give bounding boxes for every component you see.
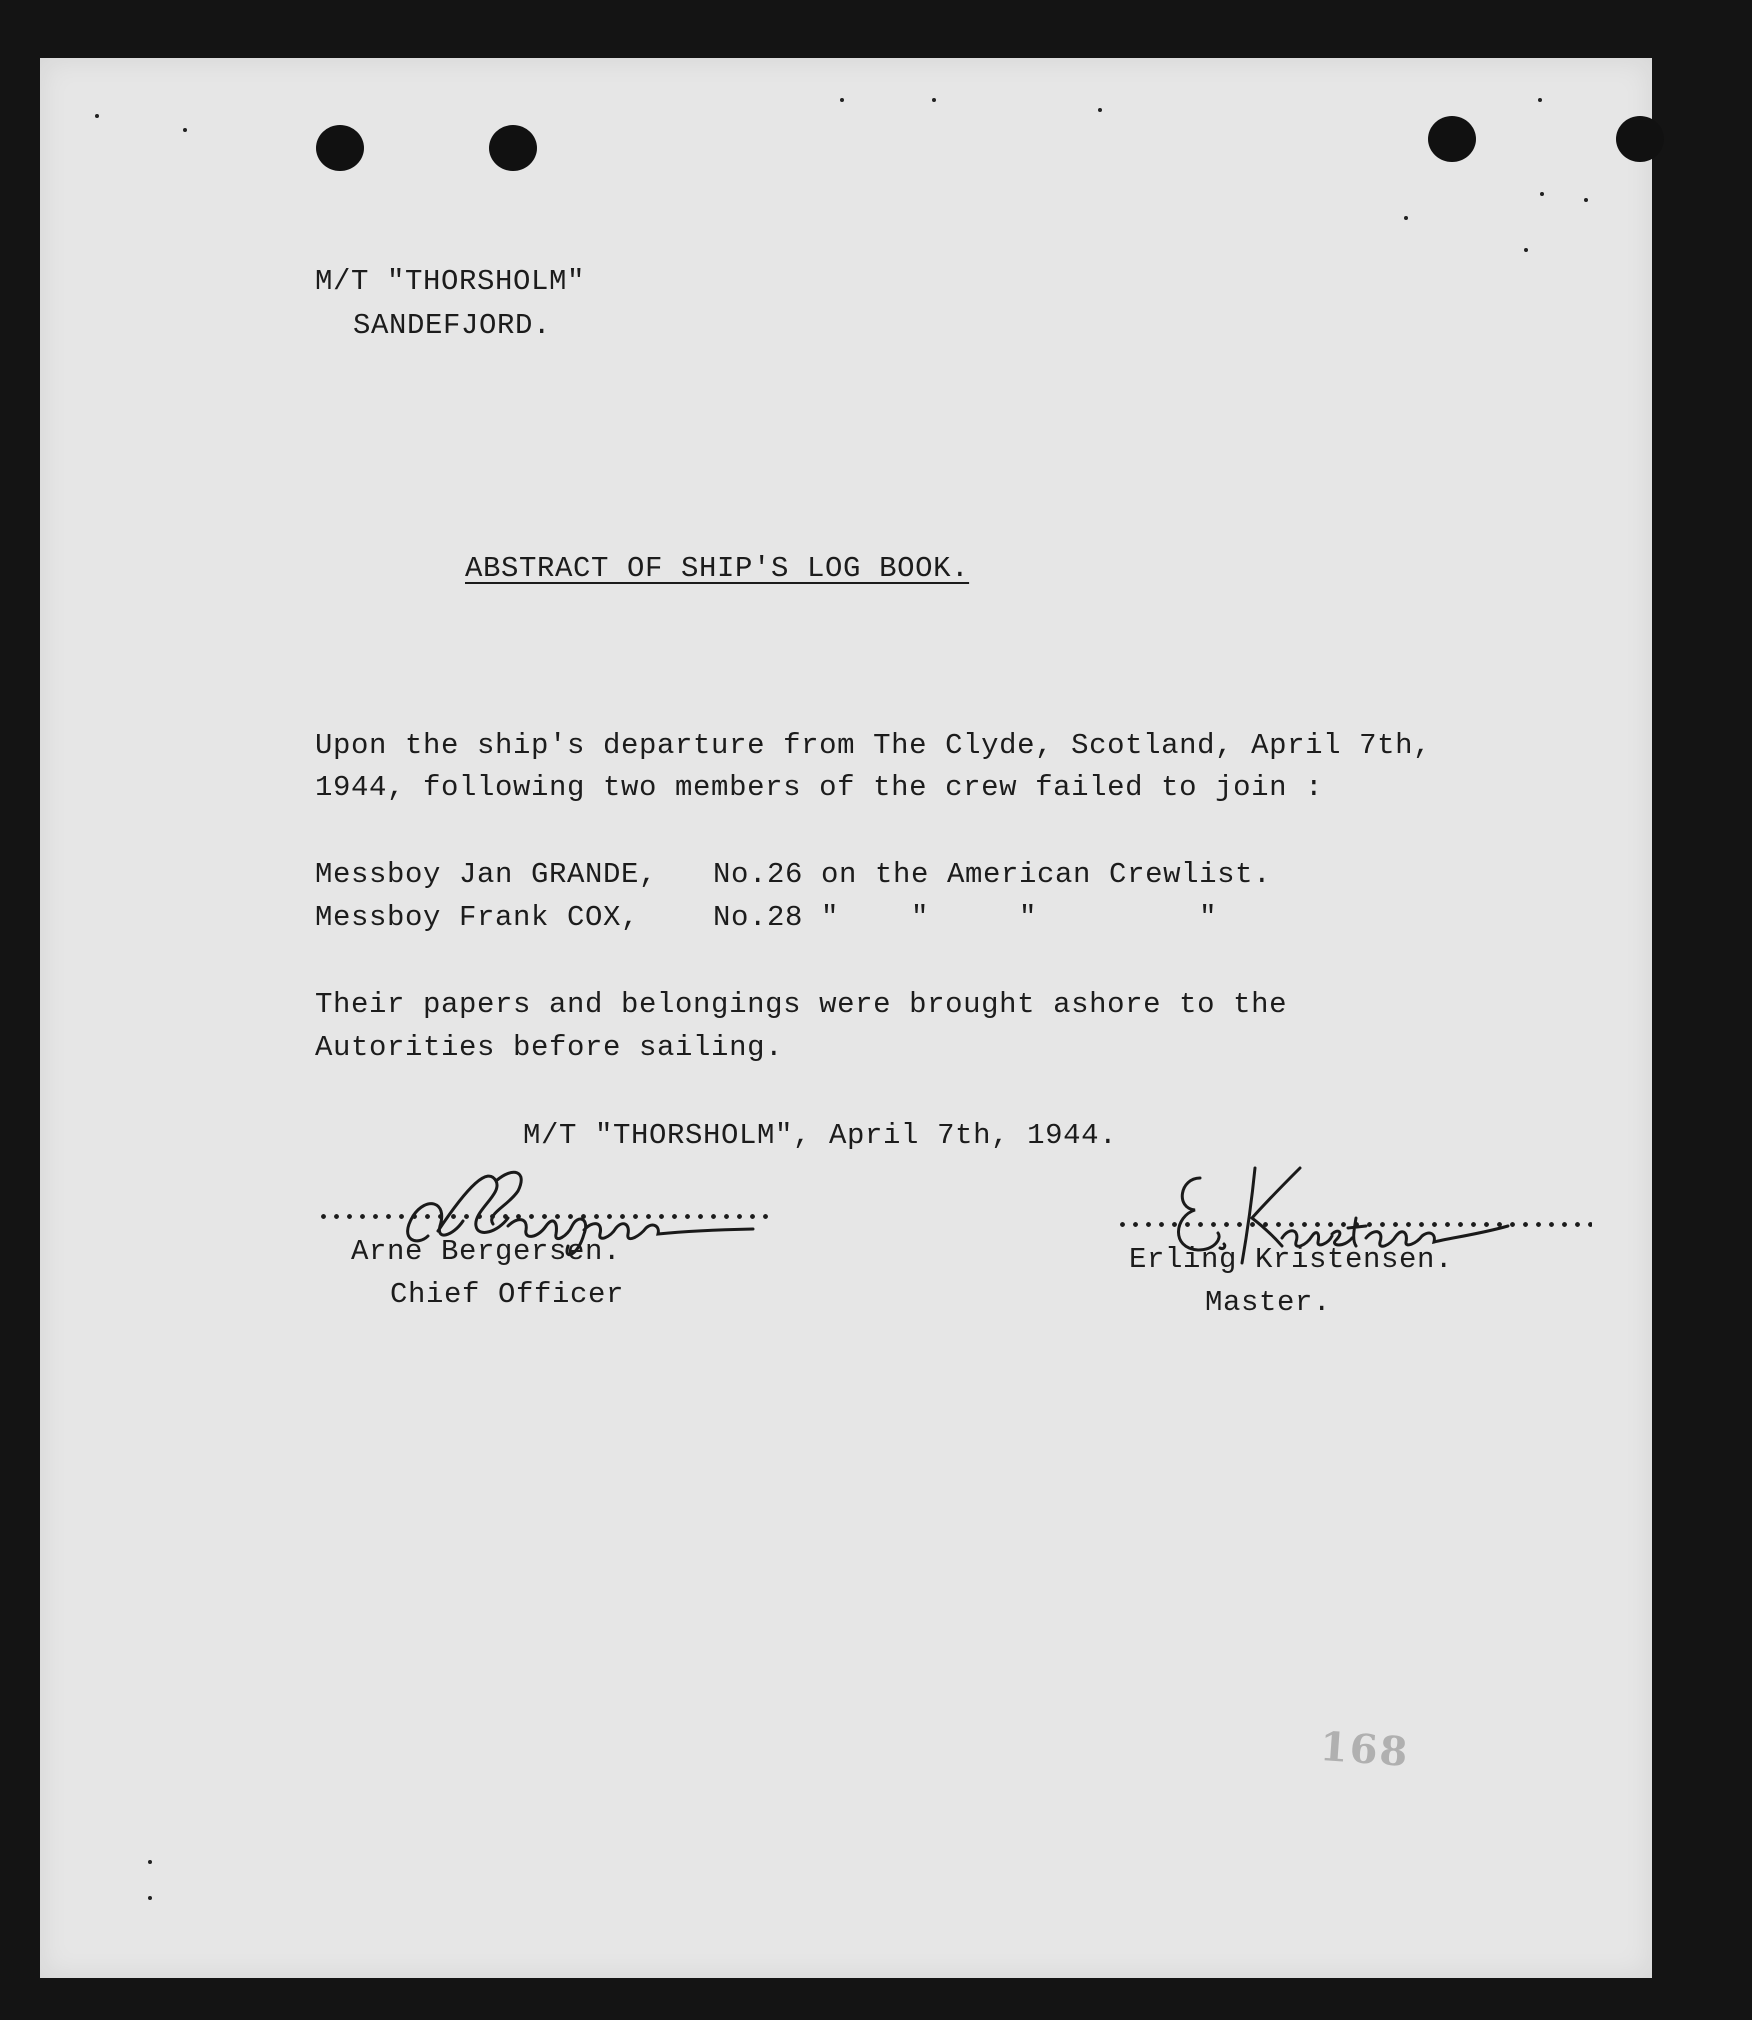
punch-hole — [316, 125, 364, 171]
paper-speck — [1538, 98, 1542, 102]
signatory-name-right: Erling Kristensen. — [1129, 1243, 1454, 1276]
paper-speck — [1098, 108, 1102, 112]
paper-speck — [148, 1896, 152, 1900]
paper-speck — [1540, 192, 1544, 196]
paper-speck — [840, 98, 844, 102]
home-port: SANDEFJORD. — [353, 309, 552, 342]
punch-hole — [1428, 116, 1476, 162]
paper-speck — [1584, 198, 1588, 202]
paper-speck — [183, 128, 187, 132]
document-page — [40, 58, 1652, 1978]
paper-speck — [1404, 216, 1408, 220]
paragraph-line: Autorities before sailing. — [315, 1031, 784, 1064]
crew-member-detail: No.26 on the American Crewlist. — [713, 858, 1272, 891]
paper-speck — [1524, 248, 1528, 252]
signatory-name-left: Arne Bergersen. — [351, 1235, 622, 1268]
signature-line-right — [1116, 1222, 1592, 1227]
crew-member-detail: No.28 " " " " — [713, 901, 1218, 934]
punch-hole — [489, 125, 537, 171]
paragraph-line: 1944, following two members of the crew failed to join : — [315, 771, 1324, 804]
punch-hole — [1616, 116, 1664, 162]
dateline: M/T "THORSHOLM", April 7th, 1944. — [523, 1119, 1118, 1152]
signatory-role-left: Chief Officer — [390, 1278, 625, 1311]
paper-speck — [932, 98, 936, 102]
paragraph-line: Their papers and belongings were brought ashore to the — [315, 988, 1288, 1021]
crew-member-name: Messboy Frank COX, — [315, 901, 640, 934]
paragraph-line: Upon the ship's departure from The Clyde, Scotland, April 7th, — [315, 729, 1432, 762]
signature-line-left — [317, 1214, 772, 1219]
vessel-name: M/T "THORSHOLM" — [315, 265, 586, 298]
crew-member-name: Messboy Jan GRANDE, — [315, 858, 658, 891]
signatory-role-right: Master. — [1205, 1286, 1332, 1319]
page-number: 168 — [1318, 1722, 1412, 1777]
document-title: ABSTRACT OF SHIP'S LOG BOOK. — [465, 552, 970, 585]
paper-speck — [148, 1860, 152, 1864]
paper-speck — [95, 114, 99, 118]
